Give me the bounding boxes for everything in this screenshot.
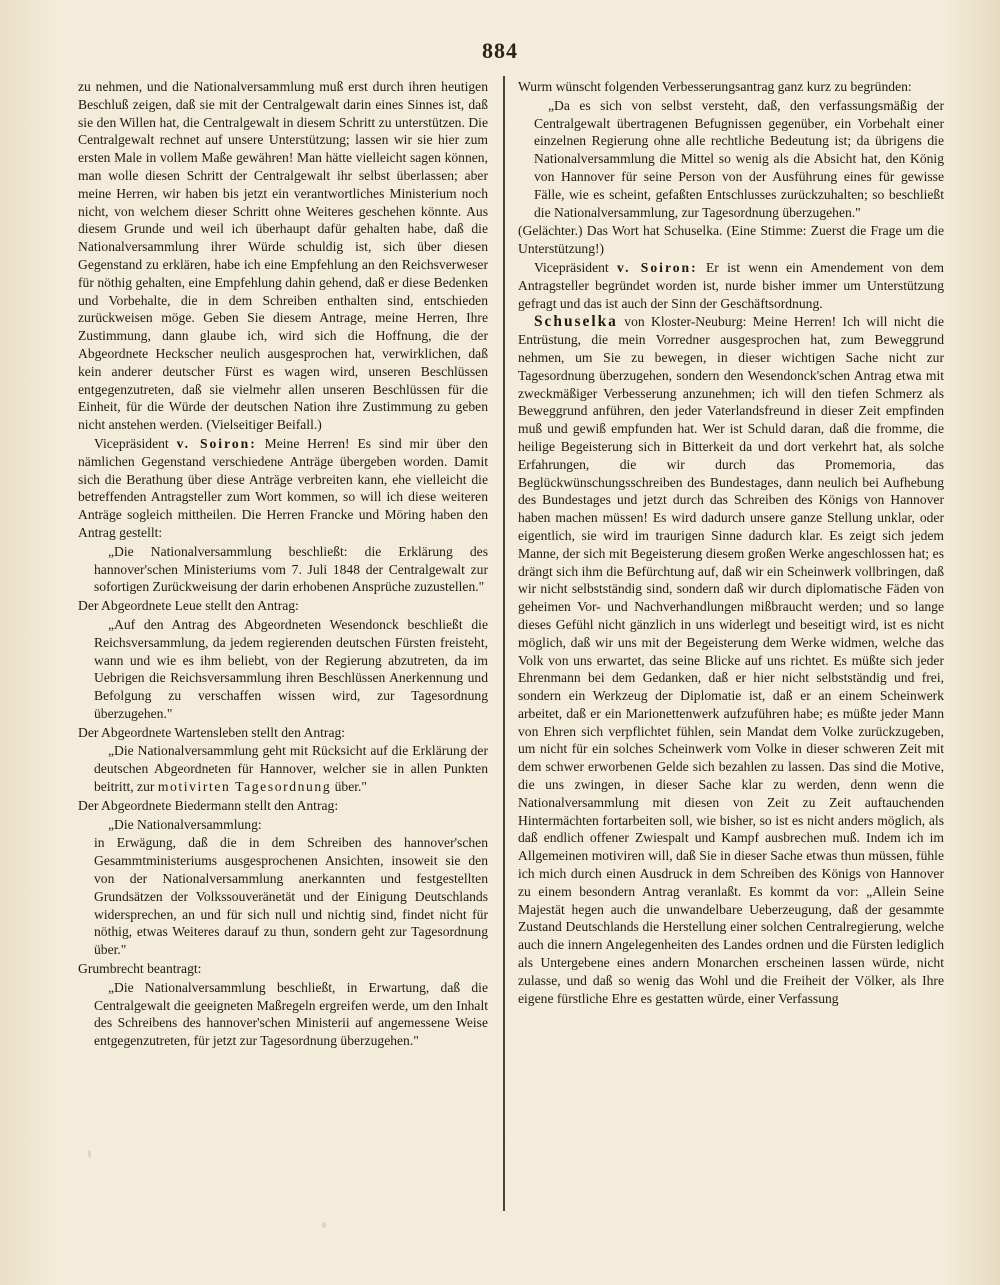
page-number: 884 [482, 38, 518, 63]
right-column [518, 78, 944, 1218]
speaker-name: v. Soiron: [617, 259, 698, 275]
speaker-title: Vicepräsident [534, 259, 609, 275]
motion-quote: „Die Nationalversammlung: [108, 816, 262, 832]
paragraph: Der Abgeordnete Wartensleben stellt den Antrag: [78, 724, 346, 740]
paragraph: zu nehmen, und die Nationalversammlung muß erst durch ihren heutigen Beschluß zeigen, daß sie mit der Centralgewalt darin eines Sinnes ist, daß sie den Willen hat, die Centralgewalt in diesem Schritt zu unterstützen. Die Centralgewalt rechnet auf unsere Unterstützung; lassen wir sie hier zum ersten Male in vollem Maße gewähren! Man hätte vielleicht sagen können, man wolle diesen Schritt der Centralgewalt ihr selbst überlassen; aber meine Herren, wir haben bis jetzt ein verantwortliches Ministerium noch nicht, von welchem dieser Schritt ohne Weiteres geschehen könnte. Aus diesem Grunde und weil ich überhaupt dafür gehalten habe, daß die Nationalversammlung ihrer Würde schuldig ist, sich über diesen Gegenstand zu erklären, habe ich eine Empfehlung an den Reichsverweser für nöthig gehalten, eine Empfehlung dahin gehend, daß er diese Bedenken und Vorbehalte, die in dem Schreiben enthalten sind, entschieden zurückweisen möge. Geben Sie diesem Antrage, meine Herren, Ihre Zustimmung, dann glaube ich, wird sich die Hoffnung, die der Abgeordnete Heckscher neulich ausgesprochen hat, verwirklichen, daß kein anderer deutscher Fürst es wagen wird, unseren Beschlüssen entgegenzutreten, daß sie vielmehr allen unseren Beschlüssen für die Einheit, für die Würde der deutschen Nation ihre Zustimmung zu geben nicht anstehen werden. (Vielseitiger Beifall.) [78, 79, 488, 433]
speaker-name: v. Soiron: [176, 435, 257, 451]
motion-quote: „Die Nationalversammlung beschließt, in Erwartung, daß die Centralgewalt die geeigneten Maßregeln ergreifen werde, um den Inhalt des Schreibens des hannover'schen Ministerii auf angemessene Weise entgegenzutreten, für jetzt zur Tagesordnung überzugehen." [94, 979, 488, 1049]
left-column [78, 78, 488, 1218]
speaker-place: von Kloster-Neuburg: [624, 314, 747, 330]
speaker-title: Vicepräsident [94, 435, 169, 451]
speaker-name: Schuselka [534, 313, 618, 331]
motion-quote [78, 742, 488, 795]
paragraph [518, 259, 944, 312]
paragraph: Wurm wünscht folgenden Verbesserungsantrag ganz kurz zu begründen: [518, 79, 912, 94]
paragraph: (Gelächter.) Das Wort hat Schuselka. (Eine Stimme: Zuerst die Frage um die Unterstützung!) [518, 223, 944, 257]
motion-quote: „Auf den Antrag des Abgeordneten Wesendonck beschließt die Reichsversammlung, da jedem regierenden deutschen Fürsten freisteht, wann und wie es ihm beliebt, von der Regierung abzutreten, da im Uebrigen die Reichsversammlung ihren Beschlüssen Anerkennung und Befolgung zu verschaffen wissen wird, zur Tagesordnung überzugehen." [94, 616, 488, 721]
motion-quote: in Erwägung, daß die in dem Schreiben des hannover'schen Gesammtministeriums ausgesprochenen Ansichten, insoweit sie den von der Nationalversammlung anerkannten und festgestellten Grundsätzen der Volkssouveränetät und der Einigung Deutschlands widersprechen, an und für sich null und nichtig sind, findet nicht für nöthig, etwas Weiteres darauf zu thun, sondern geht zur Tagesordnung über." [94, 835, 488, 958]
paper-stain [88, 1150, 91, 1158]
paragraph [518, 313, 944, 1007]
paragraph [78, 435, 488, 542]
paragraph: Grumbrecht beantragt: [78, 961, 202, 977]
speech-text: Meine Herren! Ich will nicht die Entrüstung, die mein Vorredner ausgesprochen hat, zum Beweggrund nehmen, um Sie zu bewegen, in dieser wichtigen Sache nicht zur Tagesordnung überzugehen, sondern den Wesendonck'schen Antrag etwa mit zweckmäßiger Verbesserung anzunehmen; ich will den tiefen Schmerz als Beweggrund anführen, den jeder Vaterlandsfreund in dieser Zeit empfinden muß und gewiß empfunden hat. Wer ist Schuld daran, daß die fromme, die heilige Begeisterung sich in Bitterkeit da und dort verkehrt hat, als solche Erfahrungen, die wir durch das Promemoria, das Beglückwünschungsschreiben des Bundestages, dann neulich bei Aufhebung des Bundestages und jetzt durch das Schreiben des Königs von Hannover haben machen müssen! Es wird dadurch unsere ganze Stellung unklar, oder eigentlich, sie wird im traurigen Sinne dadurch klar. Es zeigt sich jedem Manne, der sich mit Begeisterung diesem großen Werke angeschlossen hat; es drängt sich ihm die Befürchtung auf, daß wir ein Scheinwerk vollbringen, daß wir nicht selbstständig sind, sondern daß wir durch diplomatische Fäden von geheimen Vor- und Nachverhandlungen mißbraucht werden; und so lange dieses Gefühl nicht gänzlich in uns widerlegt und beseitigt wird, ist es nicht möglich, daß wir uns mit der Begeisterung dem Werke widmen, welche das Volk von uns erwartet, das seine Blicke auf uns richtet. Es müßte sich jeder Ehrenmann bei dem Gedanken, daß er hier nicht selbstständig und frei, sondern ein Werkzeug der Diplomatie ist, daß er an einem Scheinwerk arbeitet, daß er ein Marionettenwerk aufzuführen habe; es müßte jeder Mann von Ehren sich verpflichtet fühlen, sein Mandat dem Volke zurückzugeben, um nicht für ein solches Scheinwerk vom Volke in dieser schweren Zeit mit dem schwer erworbenen Gelde sich bezahlen zu lassen. Das sind die Motive, die uns zwingen, in dieser Sache klar zu werden, denn wenn die Nationalversammlung mit diesen von Zeit zu Zeit auftauchenden Hintermächten fortarbeiten soll, wie bisher, so ist es nicht anders möglich, als daß endlich offener Zwiespalt und Kampf ausbrechen muß. Indem ich im Allgemeinen motiviren will, daß Sie in dieser Sache etwas thun müssen, fühle ich mich durch einen Ausdruck in dem Schreiben des Königs von Hannover zu einem besondern Antrag veranlaßt. Es kommt da vor: „Allein Seine Majestät hegen auch die unwandelbare Ueberzeugung, daß der gesammte Zustand Deutschlands die Herstellung einer solchen Centralregierung, welche auch die innern Angelegenheiten des Landes ordnen und die Fürsten lediglich als Untergebene eines andern Monarchen erscheinen lassen würde, nicht zulasse, und daß so wenig das Wohl und die Freiheit der Völker, als Ihre eigene fürstliche Ehre es gestatten würde, einer Verfassung [518, 314, 944, 1006]
column-divider [503, 76, 505, 1211]
paragraph: Der Abgeordnete Biedermann stellt den Antrag: [78, 797, 339, 813]
paper-stain [322, 1222, 326, 1228]
paragraph: Der Abgeordnete Leue stellt den Antrag: [78, 598, 299, 614]
quote-text: über." [334, 779, 367, 795]
speech-text: Meine Herren! Es sind mir über den nämlichen Gegenstand verschiedene Anträge übergeben worden. Damit sich die Berathung über diese Anträge verbreiten kann, ehe vielleicht die betreffenden Antragsteller zum Wort kommen, so will ich diese weiteren Anträge sogleich mittheilen. Die Herren Francke und Möring haben den Antrag gestellt: [78, 435, 488, 540]
spaced-emphasis: motivirten Tagesordnung [157, 779, 332, 795]
speech-text: Er ist wenn ein Amendement von dem Antragsteller begründet worden ist, nurde bisher immer um Unterstützung gefragt und das ist auch der Sinn der Geschäftsordnung. [518, 259, 944, 311]
motion-quote: „Die Nationalversammlung beschließt: die Erklärung des hannover'schen Ministeriums vom 7. Juli 1848 der Centralgewalt zur sofortigen Zurückweisung der darin erhobenen Ansprüche zuzustellen." [94, 543, 488, 595]
motion-quote: „Da es sich von selbst versteht, daß, den verfassungsmäßig der Centralgewalt übertragenen Befugnissen gegenüber, ein Vorbehalt einer einzelnen Regierung ohne alle rechtliche Bedeutung ist; da übrigens die Nationalversammlung die Mittel so wenig als die Absicht hat, den König von Hannover für seine Person von der Ausführung eines für gewisse Fälle, wie es scheint, gefaßten Entschlusses zurückzuhalten; so beschließt die Nationalversammlung, zur Tagesordnung überzugehen." [534, 97, 944, 220]
quote-text: „Die Nationalversammlung geht mit Rücksicht auf die Erklärung der deutschen Abgeordneten für Hannover, welcher sie in allen Punkten beitritt, zur [94, 743, 488, 795]
